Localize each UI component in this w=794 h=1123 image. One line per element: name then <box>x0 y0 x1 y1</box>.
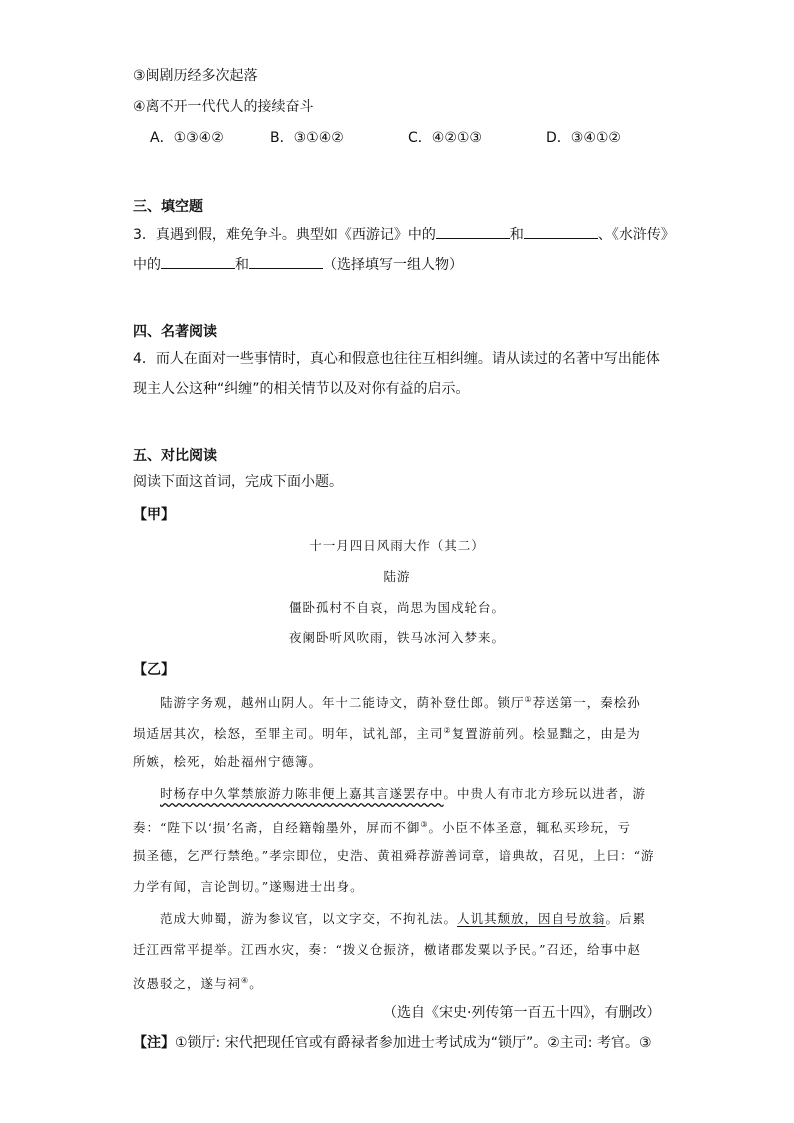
footnote-line <box>133 1033 652 1053</box>
note-ref-1: ① <box>524 695 533 704</box>
yi-p1-line-2 <box>133 721 641 744</box>
section-heading-compare: 五、对比阅读 <box>133 448 217 464</box>
yi-p3-text-b: 。后累 <box>605 911 647 926</box>
yi-p2-text-a: 。中贵人有市北方珍玩以进者，游 <box>443 786 647 801</box>
note-ref-4: ④ <box>241 976 250 985</box>
choice-item-3: ③闽剧历经多次起落 <box>133 68 258 84</box>
wavy-underlined-sentence: 时杨存中久掌禁旅游力陈非便上嘉其言遂罢存中 <box>160 786 444 801</box>
q3-text-f: （选择填写一组人物） <box>323 257 463 273</box>
question-3-line-1 <box>133 224 675 245</box>
question-4-line-1: 4．而人在面对一些事情时，真心和假意也往往互相纠缠。请从读过的名著中写出能体 <box>133 351 660 367</box>
reading-intro: 阅读下面这首词，完成下面小题。 <box>133 474 343 490</box>
yi-p1-line-1 <box>160 690 641 713</box>
yi-p3-line-2: 迁江西常平提举。江西水灾，奏：“拨义仓振济，檄诸郡发粟以予民。”召还，给事中赵 <box>133 942 642 957</box>
yi-p2-text-c: 。小臣不体圣意，辄私买珍玩，亏 <box>428 820 632 836</box>
poem-title: 十一月四日风雨大作（其二） <box>309 538 485 553</box>
yi-p1-text-c: 埙适居其次，桧怒，至罪主司。明年，试礼部，主司 <box>133 726 444 742</box>
option-a: A．①③④② <box>150 130 224 146</box>
question-4-line-2: 现主人公这种“纠缠”的相关情节以及对你有益的启示。 <box>133 381 470 397</box>
option-c: C．④②①③ <box>408 130 482 146</box>
yi-p1-text-d: 复置游前列。桧显黜之，由是为 <box>451 726 641 742</box>
yi-p3-line-1 <box>160 909 646 929</box>
answer-options <box>150 128 670 148</box>
section-heading-classics: 四、名著阅读 <box>133 324 217 340</box>
yi-p2-line-1 <box>160 784 646 804</box>
yi-p1-text-a: 陆游字务观，越州山阴人。年十二能诗文，荫补登仕郎。锁厅 <box>160 695 525 711</box>
yi-p2-line-3: 损圣德，乞严行禁绝。”孝宗即位，史浩、黄祖舜荐游善词章，谙典故，召见，上曰：“游 <box>133 848 655 863</box>
label-yi: 【乙】 <box>133 662 175 678</box>
yi-p3-text-d: 。 <box>249 976 263 992</box>
answer-blank-4[interactable] <box>249 254 323 269</box>
yi-p1-text-b: 荐送第一，秦桧孙 <box>532 695 641 711</box>
yi-p3-line-3 <box>133 971 263 994</box>
q3-text-e: 和 <box>235 257 249 273</box>
note-ref-3: ③ <box>420 820 429 829</box>
footnote-label: 【注】 <box>133 1035 175 1051</box>
q3-text-b: 和 <box>509 227 524 243</box>
q3-text-c: 、《水浒传》 <box>597 227 675 243</box>
underlined-sentence: 人讥其颓放，因自号放翁 <box>457 911 606 926</box>
q3-text-a: 3．真遇到假，难免争斗。典型如《西游记》中的 <box>133 227 436 243</box>
yi-p3-text-a: 范成大帅蜀，游为参议官，以文字交，不拘礼法。 <box>160 911 458 926</box>
question-3-line-2 <box>133 254 463 275</box>
yi-p2-line-4: 力学有闻，言论剀切。”遂赐进士出身。 <box>133 879 364 894</box>
yi-p3-text-c: 汝愚驳之，遂与祠 <box>133 976 242 992</box>
section-heading-fill: 三、填空题 <box>133 199 203 215</box>
poem-line-1: 僵卧孤村不自哀，尚思为国戍轮台。 <box>288 600 505 615</box>
yi-p1-line-3: 所嫉，桧死，始赴福州宁德簿。 <box>133 754 323 769</box>
label-jia: 【甲】 <box>133 507 175 523</box>
q3-text-d: 中的 <box>133 257 161 273</box>
option-d: D．③④①② <box>546 130 621 146</box>
choice-item-4: ④离不开一代代人的接续奋斗 <box>133 99 314 115</box>
answer-blank-2[interactable] <box>524 224 598 239</box>
poem-line-2: 夜阑卧听风吹雨，铁马冰河入梦来。 <box>288 630 505 645</box>
source-citation: （选自《宋史·列传第一百五十四》，有删改） <box>383 1005 661 1021</box>
answer-blank-1[interactable] <box>436 224 510 239</box>
footnote-text: ①锁厅: 宋代把现任官或有爵禄者参加进士考试成为“锁厅”。②主司: 考官。③ <box>175 1035 652 1051</box>
answer-blank-3[interactable] <box>161 254 235 269</box>
poem-author: 陆游 <box>383 569 411 584</box>
note-ref-2: ② <box>443 726 452 735</box>
option-b: B．③①④② <box>270 130 344 146</box>
yi-p2-text-b: 奏：“陛下以‘损’名斋，自经籍翰墨外，屏而不御 <box>133 820 421 836</box>
yi-p2-line-2 <box>133 815 631 838</box>
